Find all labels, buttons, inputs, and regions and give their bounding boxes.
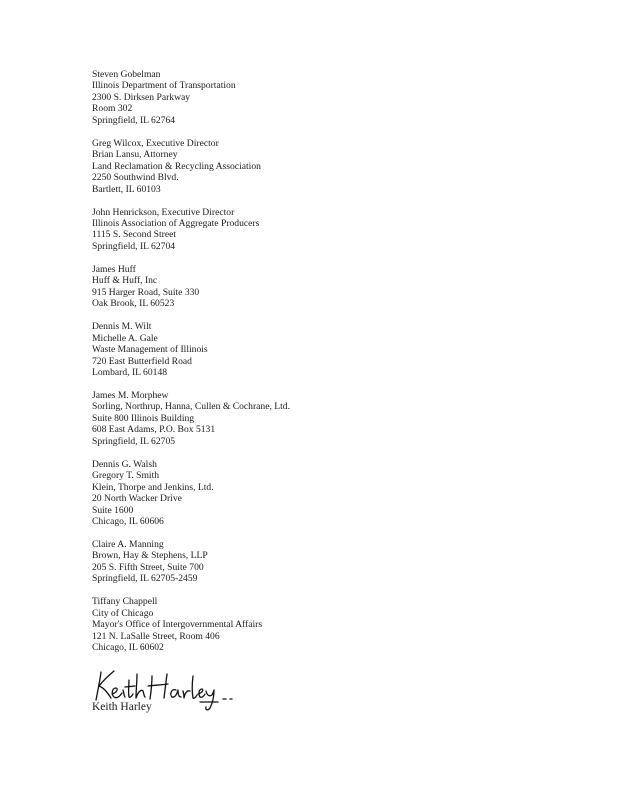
address-line: Dennis G. Walsh [92, 458, 157, 470]
address-line: Steven Gobelman [92, 69, 161, 80]
recipient-block [92, 207, 552, 253]
address-line: Room 302 [92, 103, 133, 115]
recipient-block [92, 69, 552, 126]
recipient-block [92, 539, 552, 585]
address-line: Springfield, IL 62705 [92, 435, 176, 447]
address-line: 915 Harger Road, Suite 330 [92, 286, 200, 298]
address-line: 2300 S. Dirksen Parkway [92, 91, 191, 103]
address-line: Michelle A. Gale [92, 332, 158, 344]
address-line: Sorling, Northrup, Hanna, Cullen & Cochrane, Ltd. [92, 401, 290, 413]
address-line: James Huff [92, 263, 136, 275]
address-line: Suite 800 Illinois Building [92, 412, 195, 424]
address-line: Land Reclamation & Recycling Association [92, 160, 261, 172]
address-line: 121 N. LaSalle Street, Room 406 [92, 630, 220, 642]
service-list [92, 69, 552, 653]
address-line: Waste Management of Illinois [92, 344, 208, 356]
address-line: Oak Brook, IL 60523 [92, 298, 175, 310]
recipient-block [92, 138, 552, 195]
address-line: James M. Morphew [92, 389, 169, 401]
recipient-block [92, 596, 552, 653]
address-line: Klein, Thorpe and Jenkins, Ltd. [92, 481, 214, 493]
address-line: Mayor's Office of Intergovernmental Affairs [92, 619, 263, 631]
address-line: Claire A. Manning [92, 538, 164, 550]
recipient-block [92, 264, 552, 310]
address-line: Suite 1600 [92, 504, 134, 516]
recipient-block [92, 459, 552, 528]
address-line: Chicago, IL 60602 [92, 642, 164, 654]
address-line: Springfield, IL 62764 [92, 114, 176, 126]
address-line: City of Chicago [92, 607, 154, 619]
address-line: 720 East Butterfield Road [92, 355, 192, 367]
address-line: Bartlett, IL 60103 [92, 183, 161, 195]
address-line: 608 East Adams, P.O. Box 5131 [92, 424, 216, 436]
address-line: 1115 S. Second Street [92, 229, 177, 241]
recipient-block [92, 321, 552, 378]
address-line: Springfield, IL 62705-2459 [92, 573, 198, 585]
signer-name: Keith Harley [92, 701, 152, 713]
address-line: 205 S. Fifth Street, Suite 700 [92, 561, 204, 573]
address-line: 20 North Wacker Drive [92, 493, 182, 505]
address-line: Illinois Association of Aggregate Producers [92, 217, 260, 229]
address-line: Dennis M. Wilt [92, 321, 152, 333]
address-line: Gregory T. Smith [92, 470, 160, 482]
address-line: Tiffany Chappell [92, 596, 158, 608]
address-line: Huff & Huff, Inc [92, 275, 158, 287]
address-line: 2250 Southwind Blvd. [92, 172, 179, 184]
address-line: Chicago, IL 60606 [92, 515, 164, 527]
address-line: Springfield, IL 62704 [92, 240, 176, 252]
address-line: Greg Wilcox, Executive Director [92, 137, 219, 149]
address-line: John Henrickson, Executive Director [92, 206, 235, 218]
address-line: Brian Lansu, Attorney [92, 149, 178, 161]
address-line: Lombard, IL 60148 [92, 366, 168, 378]
address-line: Illinois Department of Transportation [92, 80, 236, 92]
recipient-block [92, 390, 552, 447]
address-line: Brown, Hay & Stephens, LLP [92, 550, 208, 562]
